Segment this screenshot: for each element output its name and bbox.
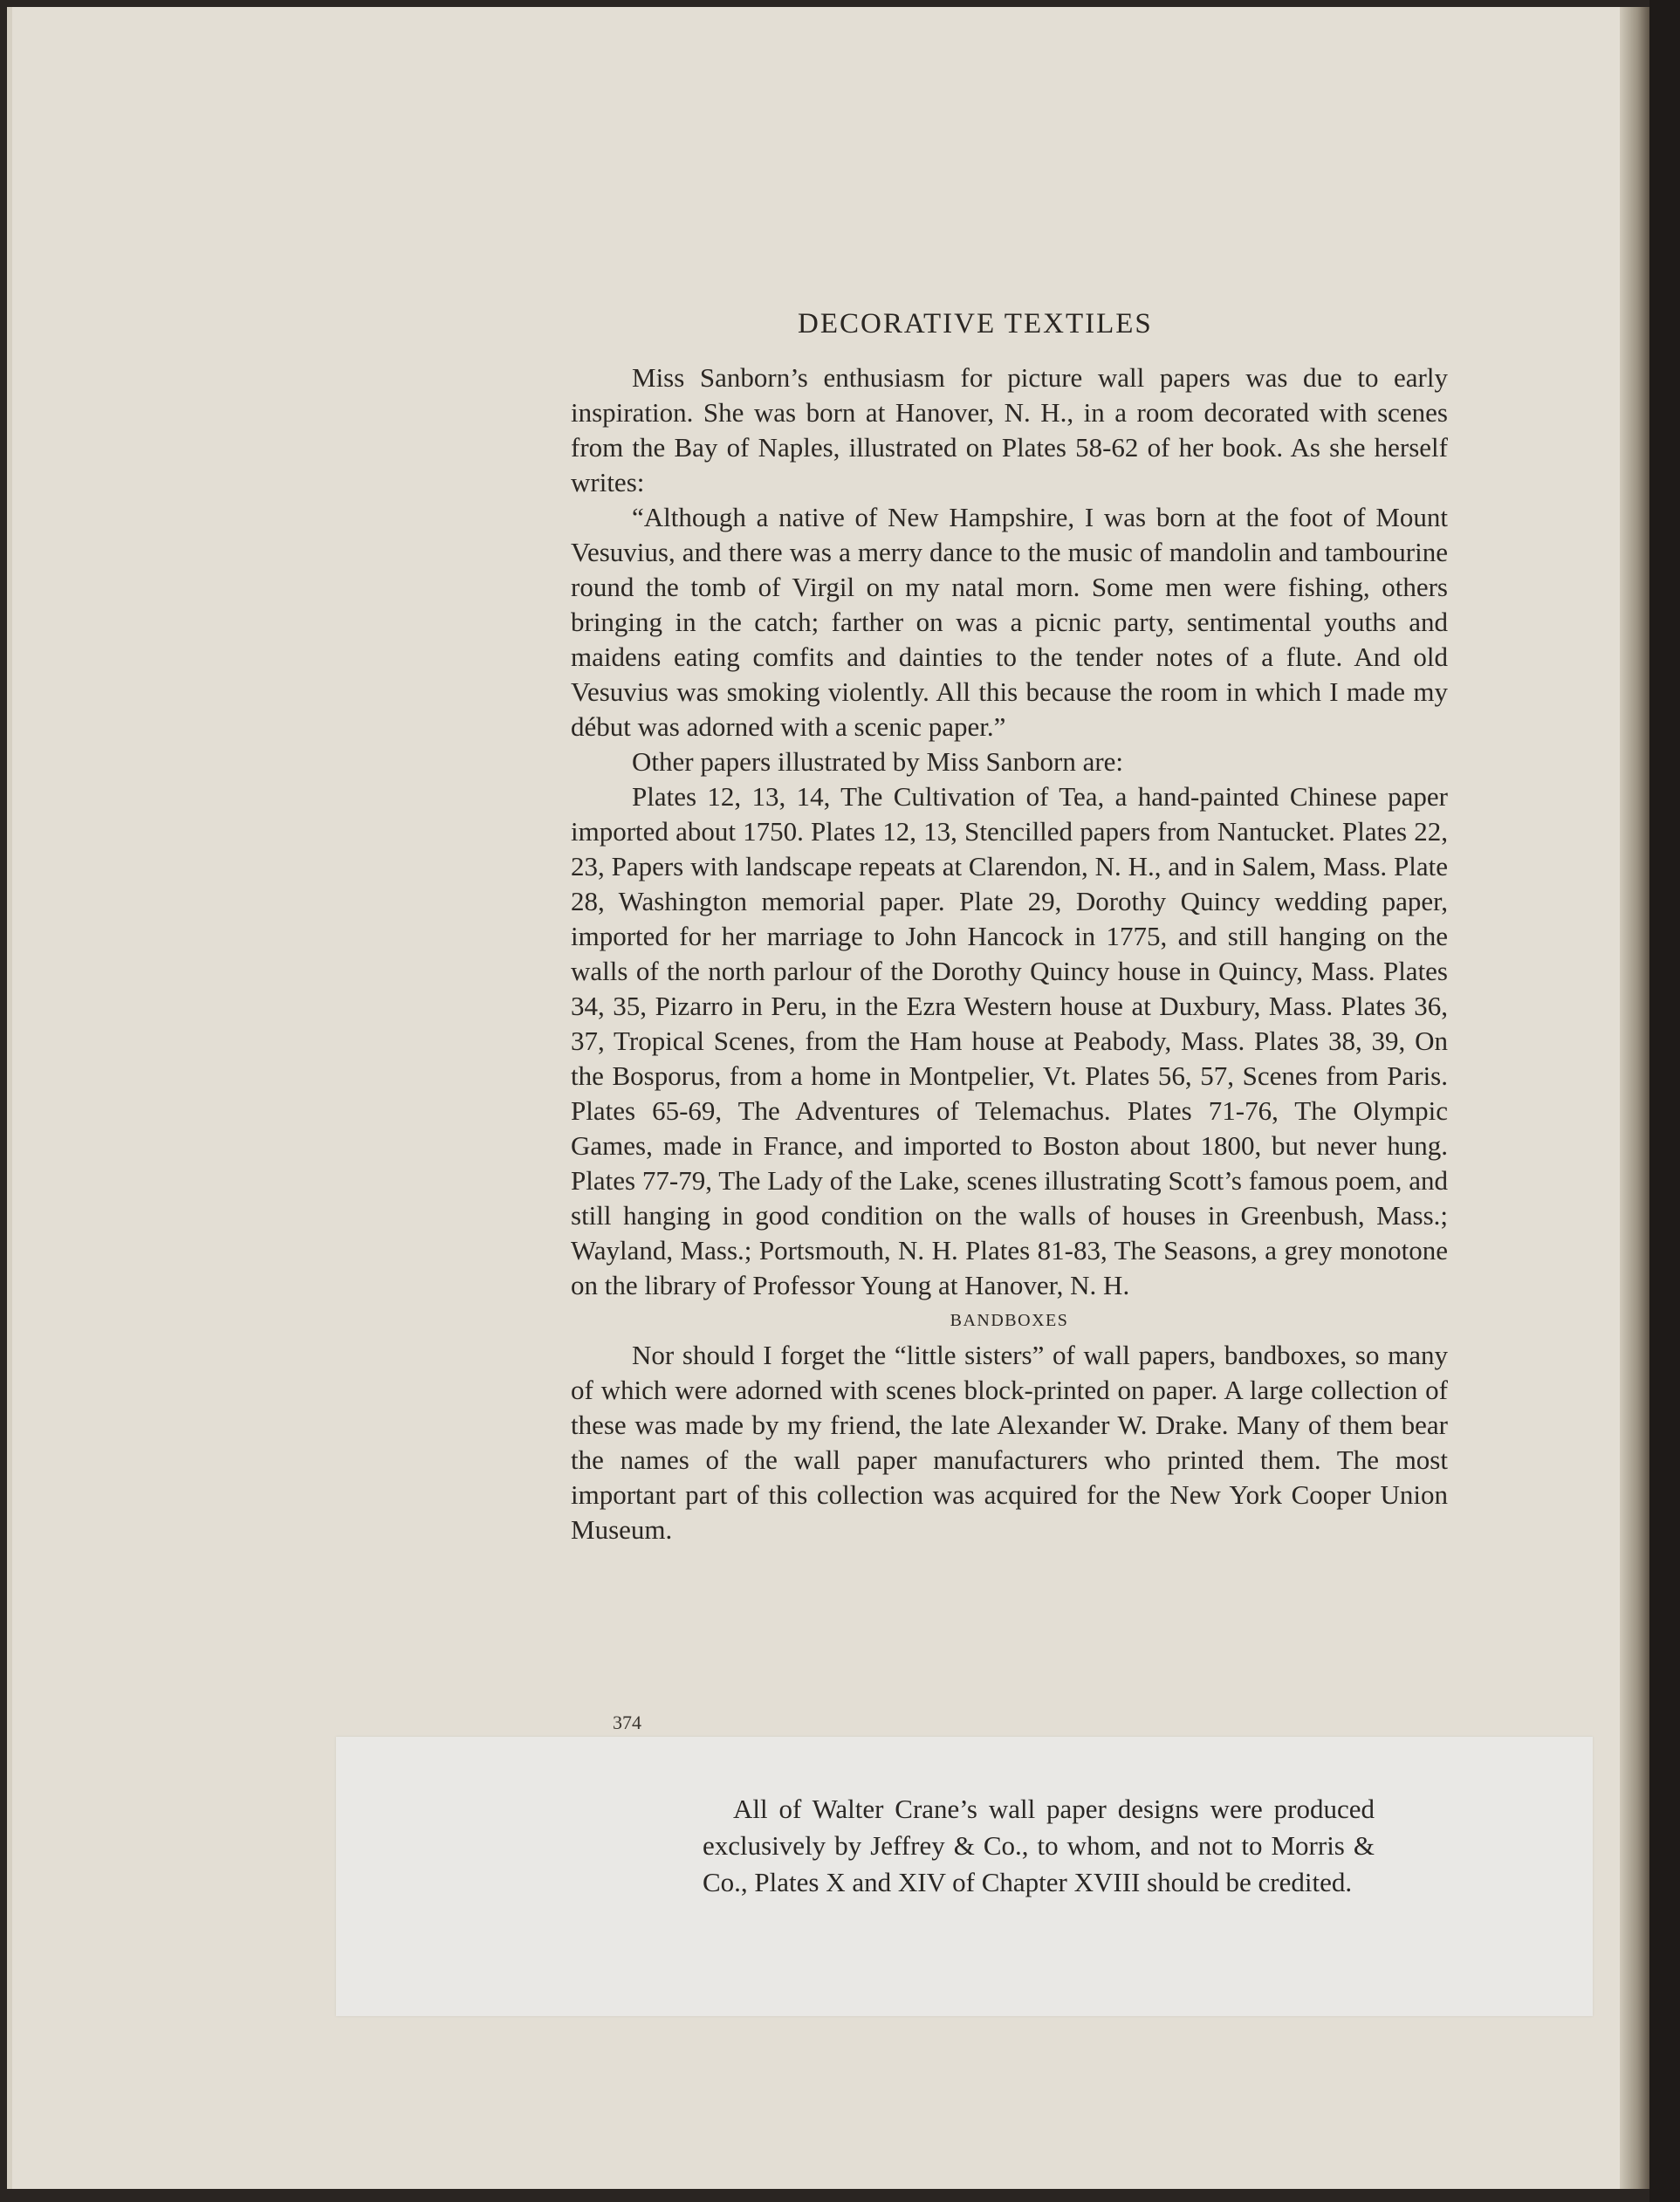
paragraph-intro: Miss Sanborn’s enthusiasm for picture wall papers was due to early inspiration. She was born at Hanover, N. H., in a room decorated with scenes from the Bay of Naples, illustrated on Plates 58-62 of her book. As she herself writes: bbox=[571, 362, 1448, 497]
page-number: 374 bbox=[613, 1712, 641, 1733]
page-edge bbox=[1620, 7, 1649, 2189]
paragraph-plates: Plates 12, 13, 14, The Cultivation of Tea, a hand-painted Chinese paper imported about 1750. Plates 12, 13, Stencilled papers from Nantucket. Plates 22, 23, Papers with landscape repeats at Clarendon, N. H., and in Salem, Mass. Plate 28, Washington memorial paper. Plate 29, Dorothy Quincy wedding paper, imported for her marriage to John Hancock in 1775, and still hanging on the walls of the north parlour of the Dorothy Quincy house in Quincy, Mass. Plates 34, 35, Pizarro in Peru, in the Ezra Western house at Duxbury, Mass. Plates 36, 37, Tropical Scenes, from the Ham house at Peabody, Mass. Plates 38, 39, On the Bosporus, from a home in Montpelier, Vt. Plates 56, 57, Scenes from Paris. Plates 65-69, The Adventures of Telemachus. Plates 71-76, The Olympic Games, made in France, and imported to Boston about 1800, but never hung. Plates 77-79, The Lady of the Lake, scenes illustrating Scott’s famous poem, and still hanging in good condition on the walls of houses in Greenbush, Mass.; Wayland, Mass.; Portsmouth, N. H. Plates 81-83, The Seasons, a grey monotone on the library of Professor Young at Hanover, N. H. bbox=[571, 781, 1448, 1300]
section-subheading: BANDBOXES bbox=[950, 1311, 1069, 1330]
paragraph-quote: “Although a native of New Hampshire, I was born at the foot of Mount Vesuvius, and there was a merry dance to the music of mandolin and tambourine round the tomb of Virgil on my natal morn. Some men were fishing, others bringing in the catch; farther on was a picnic party, sentimental youths and maidens eating comfits and dainties to the tender notes of a flute. And old Vesuvius was smoking violently. All this because the room in which I made my début was adorned with a scenic paper.” bbox=[571, 502, 1448, 742]
body-text bbox=[571, 360, 1448, 1547]
erratum-text: All of Walter Crane’s wall paper designs were produced exclusively by Jeffrey & Co., to whom, and not to Morris & Co., Plates X and XIV of Chapter XVIII should be credited. bbox=[703, 1794, 1375, 1897]
paragraph-bandboxes: Nor should I forget the “little sisters” of wall papers, bandboxes, so many of which were adorned with scenes block-printed on paper. A large collection of these was made by my friend, the late Alexander W. Drake. Many of them bear the names of the wall paper manufacturers who printed them. The most important part of this collection was acquired for the New York Cooper Union Museum. bbox=[571, 1340, 1448, 1545]
page-heading: DECORATIVE TEXTILES bbox=[798, 308, 1153, 340]
binding-shadow bbox=[1649, 0, 1680, 2202]
erratum-slip bbox=[336, 1737, 1593, 2016]
paragraph-other-papers: Other papers illustrated by Miss Sanborn are: bbox=[632, 746, 1124, 777]
